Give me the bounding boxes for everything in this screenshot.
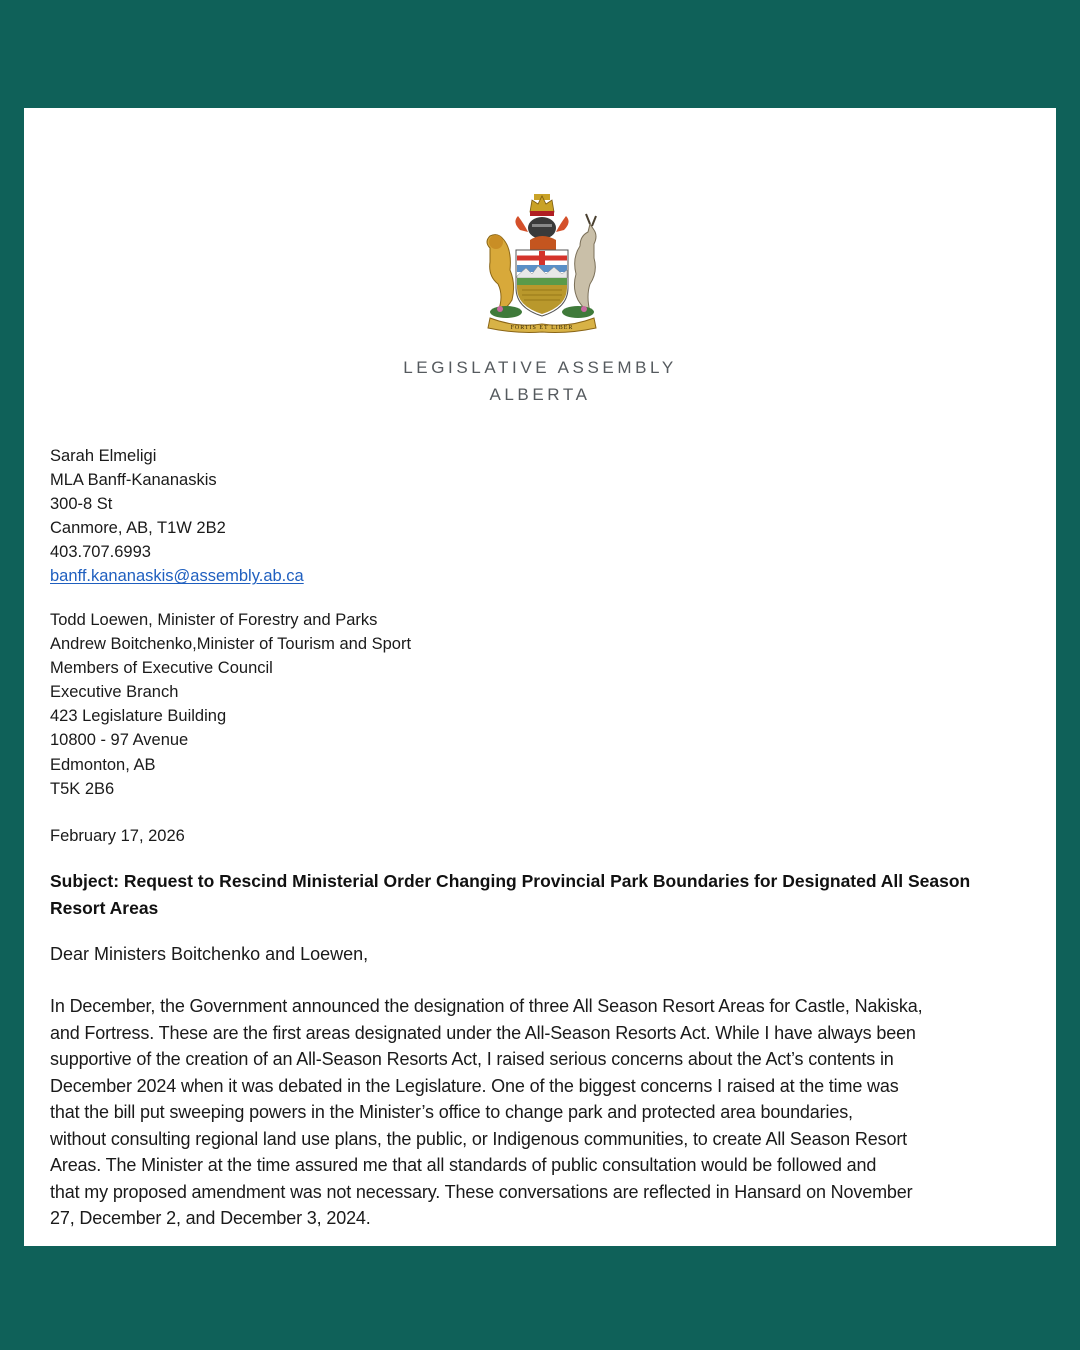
sender-address-line1: 300-8 St bbox=[50, 495, 113, 514]
paragraph-line: without consulting regional land use plans, the public, or Indigenous communities, to create All Season Resort bbox=[50, 1128, 908, 1149]
letter-page bbox=[24, 108, 1056, 1246]
sender-email-link[interactable]: banff.kananaskis@assembly.ab.ca bbox=[50, 567, 304, 586]
paragraph-line: that my proposed amendment was not necessary. These conversations are reflected in Hansard on November bbox=[50, 1181, 913, 1202]
date-text: February 17, 2026 bbox=[50, 827, 185, 845]
body-paragraph bbox=[50, 993, 1040, 1232]
letter-subject bbox=[50, 868, 1040, 922]
recipient-line: Executive Branch bbox=[50, 683, 179, 702]
paragraph-line: supportive of the creation of an All-Season Resorts Act, I raised serious concerns about the Act’s contents in bbox=[50, 1049, 894, 1069]
recipient-line: 10800 - 97 Avenue bbox=[50, 731, 189, 750]
sender-title: MLA Banff-Kananaskis bbox=[50, 471, 217, 490]
subject-line: Resort Areas bbox=[50, 898, 159, 918]
letter-salutation: Dear Ministers Boitchenko and Loewen, bbox=[50, 944, 369, 964]
recipient-line: T5K 2B6 bbox=[50, 779, 115, 798]
svg-text:FORTIS ET LIBER: FORTIS ET LIBER bbox=[510, 325, 574, 331]
paragraph-line: December 2024 when it was debated in the Legislature. One of the biggest concerns I raised at the time was bbox=[50, 1075, 899, 1096]
recipient-line: Members of Executive Council bbox=[50, 659, 273, 678]
paragraph-line: Areas. The Minister at the time assured me that all standards of public consultation would be followed and bbox=[50, 1155, 877, 1175]
recipient-line: Andrew Boitchenko,Minister of Tourism and Sport bbox=[50, 635, 412, 654]
organization-province: ALBERTA bbox=[489, 385, 591, 404]
recipient-line: Edmonton, AB bbox=[50, 755, 156, 774]
letter-date bbox=[50, 824, 185, 848]
organization-name: LEGISLATIVE ASSEMBLY bbox=[403, 358, 677, 377]
sender-phone: 403.707.6993 bbox=[50, 543, 151, 562]
recipient-block bbox=[50, 608, 411, 801]
paragraph-line: that the bill put sweeping powers in the Minister’s office to change park and protected area boundaries, bbox=[50, 1102, 853, 1122]
paragraph-line: and Fortress. These are the first areas designated under the All-Season Resorts Act. While I have always been bbox=[50, 1022, 916, 1043]
paragraph-line: In December, the Government announced the designation of three All Season Resort Areas for Castle, Nakiska, bbox=[50, 996, 923, 1016]
subject-line: Subject: Request to Rescind Ministerial Order Changing Provincial Park Boundaries for Designated All Season bbox=[50, 871, 971, 891]
paragraph-line: 27, December 2, and December 3, 2024. bbox=[50, 1208, 371, 1228]
coat-of-arms-icon bbox=[476, 192, 608, 334]
recipient-line: Todd Loewen, Minister of Forestry and Parks bbox=[50, 611, 378, 629]
recipient-line: 423 Legislature Building bbox=[50, 707, 227, 726]
sender-block bbox=[50, 444, 304, 589]
sender-name: Sarah Elmeligi bbox=[50, 447, 157, 465]
sender-address-line2: Canmore, AB, T1W 2B2 bbox=[50, 519, 226, 538]
